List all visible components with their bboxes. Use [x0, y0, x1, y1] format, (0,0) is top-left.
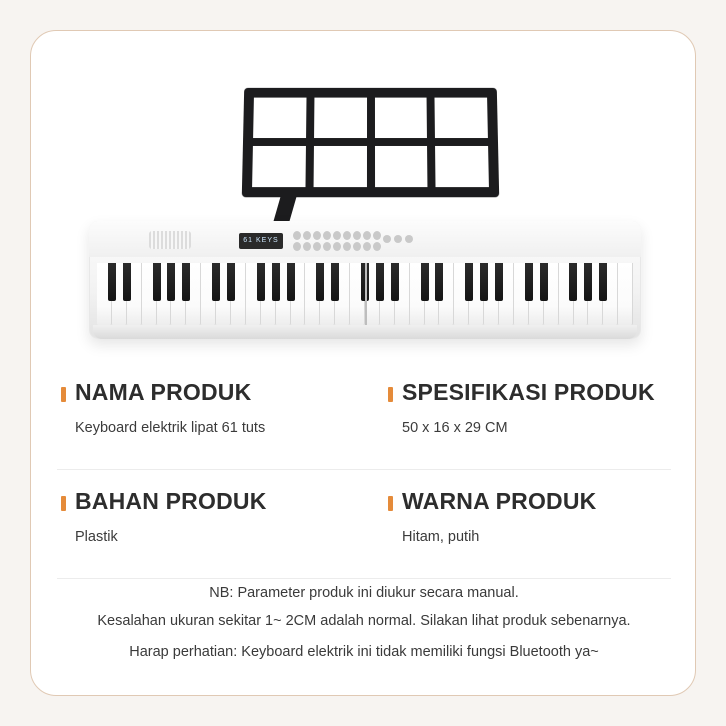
speaker-grille-icon — [149, 231, 191, 249]
black-key — [569, 263, 577, 301]
black-key — [480, 263, 488, 301]
spec-value: Hitam, putih — [402, 529, 480, 546]
note-line-3: Harap perhatian: Keyboard elektrik ini tidak memiliki fungsi Bluetooth ya~ — [129, 644, 599, 661]
spec-value: Plastik — [75, 529, 118, 546]
stand-cell — [253, 98, 306, 138]
black-key — [435, 263, 443, 301]
stand-cell — [435, 146, 489, 187]
spec-spesifikasi-produk — [364, 361, 696, 469]
spec-bahan-produk — [31, 470, 364, 578]
keyboard-base — [93, 325, 637, 339]
note-divider — [57, 578, 671, 579]
spec-title: WARNA PRODUK — [402, 488, 597, 514]
black-key — [421, 263, 429, 301]
stand-cell — [375, 146, 428, 187]
note-line-1: NB: Parameter produk ini diukur secara manual. — [209, 585, 519, 602]
spec-value: 50 x 16 x 29 CM — [402, 420, 508, 437]
bullet-icon — [388, 496, 393, 511]
black-key — [331, 263, 339, 301]
spec-nama-produk — [31, 361, 364, 469]
specification-table — [31, 361, 696, 579]
black-key — [599, 263, 607, 301]
black-key — [465, 263, 473, 301]
black-key — [287, 263, 295, 301]
product-info-card — [30, 30, 696, 696]
lcd-screen-icon: 61 KEYS — [239, 233, 283, 249]
black-key — [391, 263, 399, 301]
black-key — [212, 263, 220, 301]
stand-cell — [435, 98, 488, 138]
spec-warna-produk — [364, 470, 696, 578]
note-line-2: Kesalahan ukuran sekitar 1~ 2CM adalah normal. Silakan lihat produk sebenarnya. — [97, 612, 631, 629]
black-key — [540, 263, 548, 301]
black-key — [153, 263, 161, 301]
black-key — [495, 263, 503, 301]
stand-cell — [314, 98, 367, 138]
spec-title: BAHAN PRODUK — [75, 488, 267, 514]
black-key — [167, 263, 175, 301]
bullet-icon — [388, 387, 393, 402]
black-key — [376, 263, 384, 301]
black-key — [272, 263, 280, 301]
black-key — [182, 263, 190, 301]
black-key — [584, 263, 592, 301]
music-stand-icon — [242, 88, 499, 197]
extra-buttons-icon — [383, 235, 413, 247]
black-key — [525, 263, 533, 301]
spec-value: Keyboard elektrik lipat 61 tuts — [75, 420, 266, 437]
stand-cell — [252, 146, 306, 187]
black-key — [108, 263, 116, 301]
bullet-icon — [61, 496, 66, 511]
spec-title: NAMA PRODUK — [75, 379, 252, 405]
product-photo — [31, 41, 696, 341]
control-buttons-icon — [293, 231, 381, 251]
product-note — [31, 580, 696, 667]
bullet-icon — [61, 387, 66, 402]
stand-cell — [374, 98, 427, 138]
black-key — [257, 263, 265, 301]
black-key — [227, 263, 235, 301]
black-key — [123, 263, 131, 301]
black-key — [316, 263, 324, 301]
spec-title: SPESIFIKASI PRODUK — [402, 379, 655, 405]
music-stand-grid — [252, 98, 489, 188]
stand-cell — [313, 146, 366, 187]
